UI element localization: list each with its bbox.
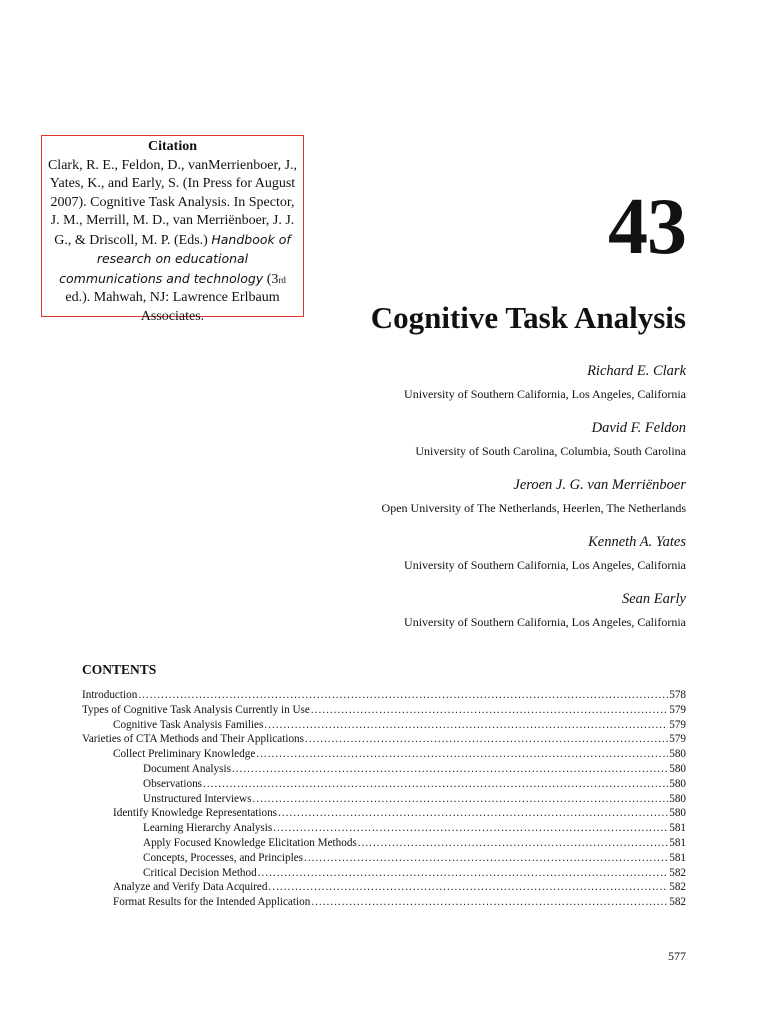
author-affiliation: University of South Carolina, Columbia, South Carolina xyxy=(415,444,686,458)
toc-leader-dots xyxy=(138,688,668,703)
citation-edition-suffix: rd xyxy=(278,274,286,285)
toc-leader-dots xyxy=(358,836,668,851)
toc-leader-dots xyxy=(264,718,668,733)
citation-publisher: ed.). Mahwah, NJ: Lawrence Erlbaum Associates. xyxy=(65,290,280,324)
author-affiliation: University of Southern California, Los Angeles, California xyxy=(404,387,686,401)
citation-edition-open: (3 xyxy=(263,271,279,287)
toc-entry xyxy=(82,821,686,836)
toc-leader-dots xyxy=(258,866,669,881)
toc-entry-title: Concepts, Processes, and Principles xyxy=(143,851,304,864)
toc-entry-page: 580 xyxy=(669,748,686,761)
contents-heading: CONTENTS xyxy=(82,662,157,677)
toc-entry-title: Observations xyxy=(143,777,203,790)
toc-entry-title: Analyze and Verify Data Acquired xyxy=(113,881,268,894)
toc-entry-title: Unstructured Interviews xyxy=(143,792,252,805)
toc-entry-title: Collect Preliminary Knowledge xyxy=(113,748,256,761)
toc-entry xyxy=(82,792,686,807)
toc-entry xyxy=(82,866,686,881)
toc-entry-page: 582 xyxy=(669,866,686,879)
toc-entry-page: 580 xyxy=(669,777,686,790)
author-name: Sean Early xyxy=(621,591,686,607)
toc-entry-title: Apply Focused Knowledge Elicitation Methods xyxy=(143,836,357,849)
toc-entry-page: 581 xyxy=(669,822,686,835)
toc-entry-page: 580 xyxy=(669,807,686,820)
citation-box xyxy=(41,135,304,324)
toc-entry-title: Document Analysis xyxy=(143,762,231,775)
toc-entry-page: 580 xyxy=(669,792,686,805)
toc-entry-title: Learning Hierarchy Analysis xyxy=(143,822,273,835)
citation-book-title: Handbook of research on educational communications and technology xyxy=(59,231,291,286)
author-block xyxy=(415,419,686,460)
toc-leader-dots xyxy=(305,732,668,747)
toc-entry xyxy=(82,747,686,762)
toc-entry-title: Critical Decision Method xyxy=(143,866,257,879)
toc-entry-page: 581 xyxy=(669,851,686,864)
toc-entry xyxy=(82,732,686,747)
chapter-number: 43 xyxy=(608,183,686,271)
toc-entry xyxy=(82,777,686,792)
toc-entry-page: 578 xyxy=(669,689,686,701)
citation-text xyxy=(46,157,299,327)
toc-entry xyxy=(82,718,686,733)
toc-entry-page: 580 xyxy=(669,762,686,775)
toc-entry xyxy=(82,880,686,895)
toc-leader-dots xyxy=(311,703,668,718)
toc-leader-dots xyxy=(232,762,668,777)
author-name: Richard E. Clark xyxy=(587,363,686,379)
toc-entry xyxy=(82,762,686,777)
toc-entry-title: Introduction xyxy=(82,689,138,701)
toc-entry xyxy=(82,851,686,866)
citation-reference: Clark, R. E., Feldon, D., vanMerrienboer, J., Yates, K., and Early, S. (In Press for August 2007). Cognitive Task Analysis. In Spector, J. M., Merrill, M. D., van Merriënboer, J. J. G., & Driscoll, M. P. (Eds.) xyxy=(47,157,298,248)
toc-entry xyxy=(82,806,686,821)
chapter-title: Cognitive Task Analysis xyxy=(370,300,686,335)
toc-leader-dots xyxy=(304,851,668,866)
author-block xyxy=(404,362,686,403)
toc-entry-page: 579 xyxy=(669,703,686,716)
author-affiliation: Open University of The Netherlands, Heerlen, The Netherlands xyxy=(381,501,686,515)
table-of-contents xyxy=(82,688,686,910)
author-name: Jeroen J. G. van Merriënboer xyxy=(513,477,686,493)
toc-entry-page: 579 xyxy=(669,718,686,731)
toc-entry xyxy=(82,703,686,718)
author-affiliation: University of Southern California, Los Angeles, California xyxy=(404,615,686,629)
author-block xyxy=(404,533,686,574)
toc-entry-page: 579 xyxy=(669,733,686,746)
toc-leader-dots xyxy=(311,895,668,910)
toc-entry-title: Format Results for the Intended Application xyxy=(113,896,311,909)
toc-entry-page: 582 xyxy=(669,896,686,909)
citation-title: Citation xyxy=(148,139,197,154)
toc-entry-page: 582 xyxy=(669,881,686,894)
toc-leader-dots xyxy=(269,880,669,895)
toc-entry xyxy=(82,688,686,703)
toc-leader-dots xyxy=(273,821,668,836)
author-name: David F. Feldon xyxy=(591,420,686,436)
toc-entry xyxy=(82,836,686,851)
toc-entry-title: Types of Cognitive Task Analysis Currently in Use xyxy=(82,703,310,716)
author-affiliation: University of Southern California, Los Angeles, California xyxy=(404,558,686,572)
toc-entry-page: 581 xyxy=(669,836,686,849)
toc-leader-dots xyxy=(278,806,668,821)
author-block xyxy=(404,590,686,631)
toc-leader-dots xyxy=(256,747,668,762)
toc-leader-dots xyxy=(252,792,668,807)
page-number: 577 xyxy=(668,949,686,963)
toc-entry-title: Identify Knowledge Representations xyxy=(113,807,278,820)
author-name: Kenneth A. Yates xyxy=(588,534,686,550)
toc-leader-dots xyxy=(203,777,668,792)
author-block xyxy=(382,476,686,517)
toc-entry-title: Varieties of CTA Methods and Their Applications xyxy=(82,733,304,746)
toc-entry-title: Cognitive Task Analysis Families xyxy=(113,718,264,731)
toc-entry xyxy=(82,895,686,910)
